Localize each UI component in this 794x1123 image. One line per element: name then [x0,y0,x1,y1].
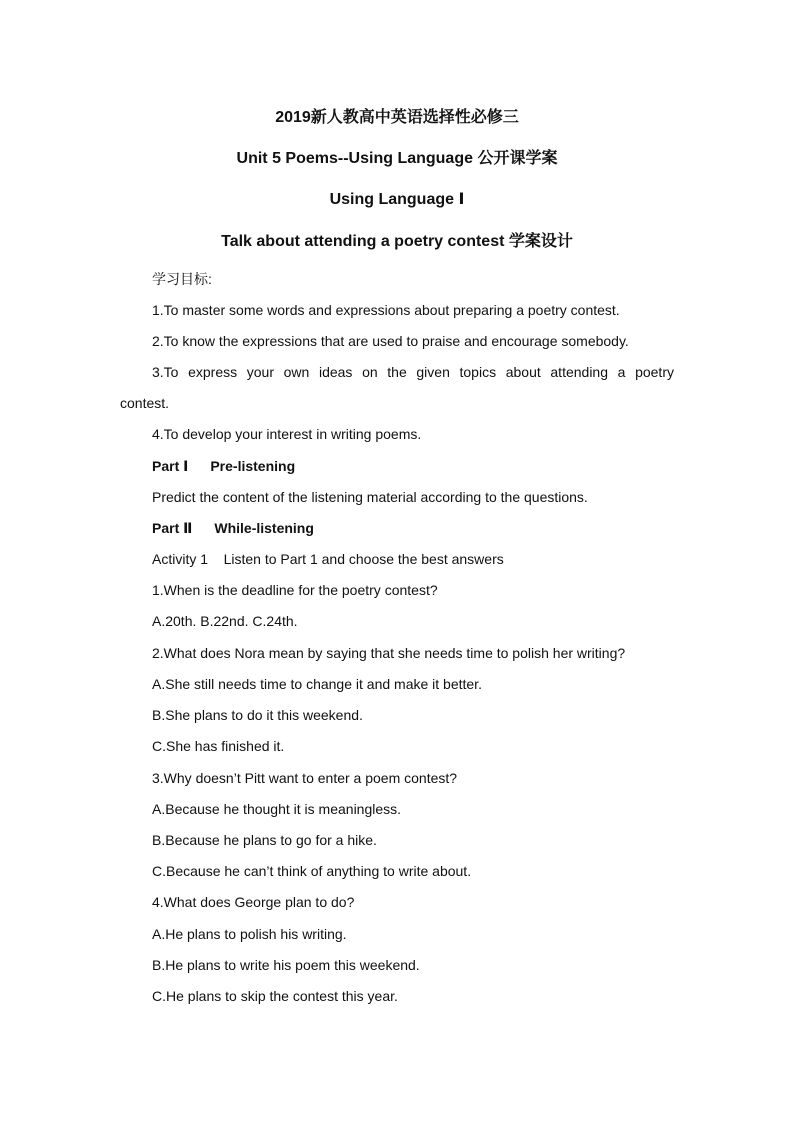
objective-item: 3.To express your own ideas on the given topics about attending a poetry [152,364,674,380]
section-title: Using Language Ⅰ [329,191,465,208]
answer-option: A.20th. B.22nd. C.24th. [152,613,298,629]
objectives-heading: 学习目标: [152,271,212,287]
part1-label: Part Ⅰ [152,458,189,474]
lesson-title: Talk about attending a poetry contest 学案设计 [221,233,573,250]
answer-option: A.She still needs time to change it and make it better. [152,676,482,692]
objective-item-continuation: contest. [120,395,170,411]
answer-option: C.She has finished it. [152,738,285,754]
objective-item: 4.To develop your interest in writing poems. [152,426,422,442]
part1-heading [152,457,295,475]
answer-option: B.Because he plans to go for a hike. [152,832,377,848]
part2-heading [152,519,314,537]
activity-instruction: Activity 1 Listen to Part 1 and choose the best answers [152,551,504,567]
answer-option: A.He plans to polish his writing. [152,926,347,942]
objective-item: 2.To know the expressions that are used to praise and encourage somebody. [152,333,629,349]
question: 4.What does George plan to do? [152,894,355,910]
question: 3.Why doesn’t Pitt want to enter a poem contest? [152,770,458,786]
part2-name: While-listening [214,520,314,536]
unit-title: Unit 5 Poems--Using Language 公开课学案 [236,150,558,167]
answer-option: B.He plans to write his poem this weekend. [152,957,420,973]
part1-instruction: Predict the content of the listening material according to the questions. [152,489,588,505]
question: 2.What does Nora mean by saying that she needs time to polish her writing? [152,645,626,661]
part2-label: Part Ⅱ [152,520,193,536]
document-title: 2019新人教高中英语选择性必修三 [275,109,519,126]
answer-option: C.He plans to skip the contest this year. [152,988,398,1004]
answer-option: B.She plans to do it this weekend. [152,707,363,723]
answer-option: A.Because he thought it is meaningless. [152,801,402,817]
objective-item: 1.To master some words and expressions about preparing a poetry contest. [152,302,620,318]
answer-option: C.Because he can’t think of anything to write about. [152,863,472,879]
question: 1.When is the deadline for the poetry contest? [152,582,438,598]
part1-name: Pre-listening [210,458,296,474]
